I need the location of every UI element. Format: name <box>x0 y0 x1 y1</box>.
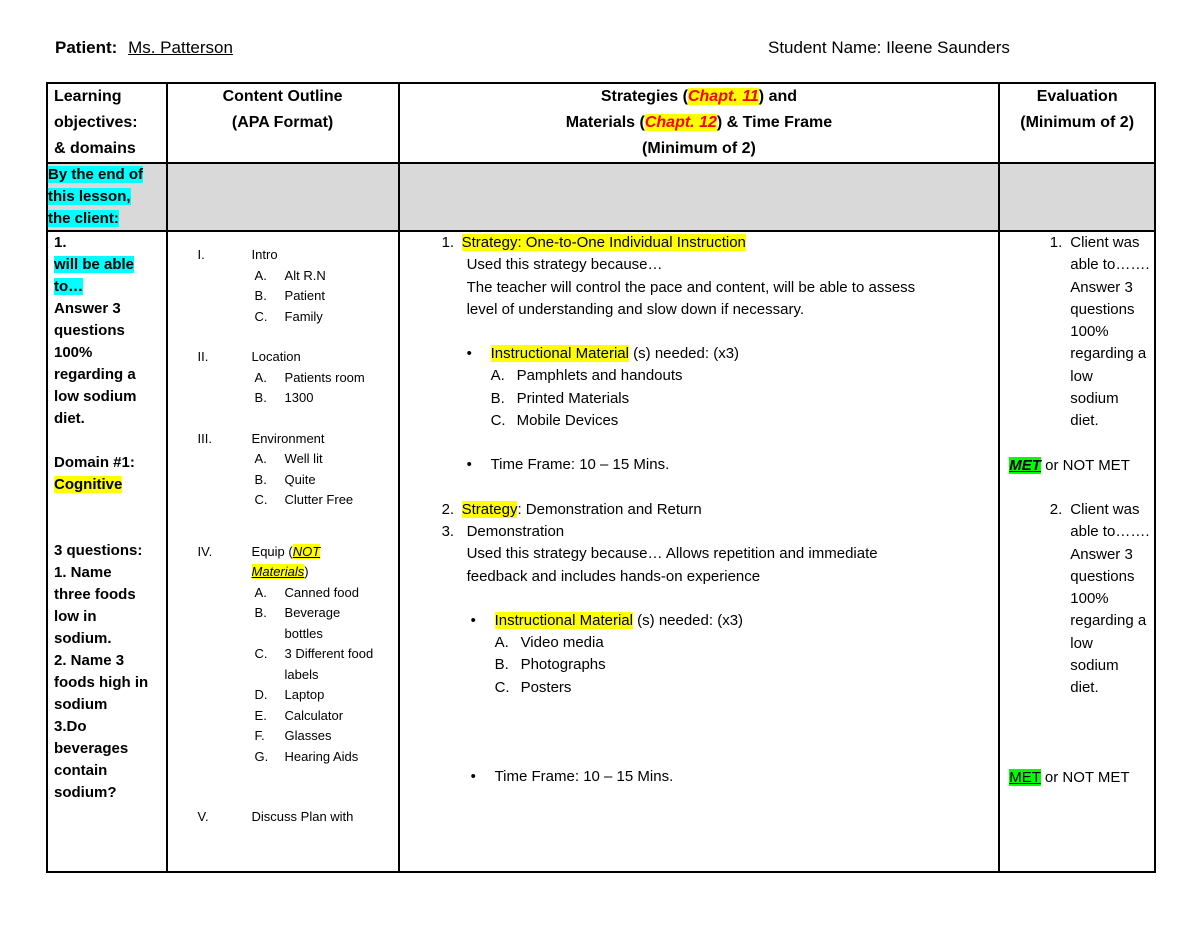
item-letter: A. <box>254 451 267 466</box>
header-evaluation <box>999 83 1155 163</box>
outline-title <box>252 562 309 583</box>
bullet: • <box>470 611 476 629</box>
by-end-cell <box>47 163 167 231</box>
outline-item <box>168 286 398 307</box>
strategy-reason: level of understanding and slow down if necessary. <box>466 300 804 318</box>
evaluation-number: 1. <box>1049 234 1063 251</box>
outline-title-text: ) <box>304 564 309 579</box>
strategy-value: Demonstration <box>466 522 565 540</box>
questions-text: 1. Name <box>54 564 112 581</box>
item-letter <box>255 624 285 645</box>
outline-item <box>168 490 398 511</box>
outline-item <box>168 624 398 645</box>
strategy-value: One-to-One Individual Instruction <box>525 234 746 251</box>
strategy-number: 2. <box>441 500 455 518</box>
objective-text: Answer 3 <box>54 300 121 317</box>
chapter-ref: Chapt. 12 <box>644 114 717 131</box>
outline-item <box>168 266 398 287</box>
material-item <box>400 365 999 387</box>
outline-numeral: I. <box>197 247 205 262</box>
header-text: Content Outline <box>222 88 343 105</box>
header-text: (Minimum of 2) <box>1020 114 1135 131</box>
item-text: Photographs <box>520 656 606 674</box>
not-materials-note: Materials <box>251 564 305 579</box>
evaluation-line: 100% <box>1070 590 1109 608</box>
not-materials-note: NOT <box>292 543 321 559</box>
time-frame-2 <box>400 766 999 788</box>
evaluation-text <box>1070 499 1149 700</box>
item-text: Hearing Aids <box>284 748 359 764</box>
objective-number: 1. <box>54 234 67 251</box>
met-badge: MET <box>1009 768 1041 786</box>
time-frame-1 <box>400 454 999 476</box>
bullet: • <box>470 768 476 786</box>
material-line-1 <box>400 343 999 365</box>
item-text: bottles <box>284 625 323 641</box>
item-text: Patient <box>284 288 326 303</box>
outline-title: Discuss Plan with <box>251 809 354 824</box>
strategy-value: : Demonstration and Return <box>517 500 702 518</box>
questions-text: beverages <box>54 740 129 757</box>
strategy-reason: The teacher will control the pace and content, will be able to assess <box>466 278 916 296</box>
not-met-text: or NOT MET <box>1045 456 1130 474</box>
item-text: Pamphlets and handouts <box>516 367 683 385</box>
outline-title: Environment <box>251 430 325 446</box>
outline-item <box>168 368 398 389</box>
grey-cell <box>399 163 1000 231</box>
material-item <box>400 388 999 410</box>
strategy-highlight <box>462 234 746 251</box>
header-text: Strategies ( <box>600 88 688 105</box>
domain-value-wrap <box>54 474 162 496</box>
content-outline-cell <box>167 231 399 872</box>
item-text: Mobile Devices <box>516 412 619 430</box>
evaluation-cell <box>999 231 1155 872</box>
outline-section-environment <box>168 429 398 450</box>
objectives-cell <box>47 231 167 872</box>
outline-title-text: Equip ( <box>251 543 293 559</box>
patient-name: Ms. Patterson <box>128 38 233 57</box>
evaluation-line: 100% <box>1070 323 1109 341</box>
item-letter: C. <box>254 646 268 661</box>
header-strategies <box>399 83 1000 163</box>
by-end-text: the client: <box>48 210 119 227</box>
outline-item <box>168 665 398 686</box>
outline-section-discuss <box>168 807 398 828</box>
questions-text: three foods <box>54 586 136 603</box>
item-text: Beverage <box>284 605 341 620</box>
outline-item <box>168 726 398 747</box>
outline-item <box>168 470 398 491</box>
questions-text: low in <box>54 608 97 625</box>
subheader-row <box>47 163 1155 231</box>
evaluation-line: Client was <box>1070 234 1140 251</box>
evaluation-line: sodium <box>1070 657 1119 675</box>
material-item <box>400 654 999 676</box>
evaluation-line: Answer 3 <box>1070 545 1133 563</box>
header-learning-objectives <box>47 83 167 163</box>
material-item <box>400 410 999 432</box>
grey-cell <box>167 163 399 231</box>
outline-numeral: III. <box>197 430 212 446</box>
item-letter: B. <box>254 605 267 620</box>
strategy-because: Used this strategy because… Allows repetition and immediate <box>466 545 878 563</box>
header-text <box>400 110 999 136</box>
outline-item <box>168 583 398 604</box>
item-letter: G. <box>254 748 269 764</box>
material-line-2 <box>400 610 999 632</box>
header-text: Evaluation <box>1036 88 1118 105</box>
item-text: Printed Materials <box>516 389 630 407</box>
strategy-1 <box>400 232 999 254</box>
item-text: Laptop <box>284 687 325 702</box>
content-row <box>47 231 1155 872</box>
item-letter: A. <box>254 267 267 283</box>
header-text: (APA Format) <box>231 114 334 131</box>
item-text: 3 Different food <box>284 646 374 661</box>
item-letter: B. <box>254 471 267 487</box>
item-text: Quite <box>284 471 316 487</box>
strategy-number: 1. <box>441 234 455 251</box>
evaluation-line: regarding a <box>1070 345 1147 363</box>
outline-title-continued <box>168 562 398 583</box>
header-text: ) and <box>758 88 798 105</box>
student-name: Student Name: Ileene Saunders <box>768 38 1010 57</box>
questions-text: 3.Do <box>54 718 87 735</box>
patient-label: Patient: <box>55 38 118 57</box>
grey-cell <box>999 163 1155 231</box>
outline-section-location <box>168 347 398 368</box>
by-end-text: this lesson, <box>48 188 131 205</box>
strategy-number: 3. <box>441 522 455 540</box>
material-suffix: (s) needed: (x3) <box>633 345 740 363</box>
evaluation-line: Client was <box>1070 500 1140 518</box>
objective-text: regarding a <box>54 366 136 383</box>
met-status-1 <box>1000 455 1154 477</box>
met-status-2 <box>1000 767 1154 789</box>
questions-text: 2. Name 3 <box>54 652 125 669</box>
patient-header <box>55 38 233 58</box>
outline-item <box>168 644 398 665</box>
outline-title <box>252 542 321 563</box>
outline-numeral: V. <box>197 809 209 824</box>
domain-label: Domain #1: <box>54 454 135 471</box>
evaluation-line: diet. <box>1070 412 1099 430</box>
objective-text: will be able <box>54 256 135 273</box>
item-text: Posters <box>520 678 572 696</box>
evaluation-line: able to……. <box>1070 256 1150 274</box>
strategy-because: feedback and includes hands-on experience <box>466 567 761 585</box>
item-text: Alt R.N <box>284 267 326 283</box>
evaluation-line: Answer 3 <box>1070 278 1133 296</box>
item-text: Clutter Free <box>284 492 354 507</box>
item-letter <box>255 665 285 686</box>
item-letter: C. <box>494 678 510 696</box>
item-letter: C. <box>490 412 506 430</box>
header-text: & domains <box>54 140 136 157</box>
item-letter: A. <box>254 369 267 385</box>
objective-text: to… <box>54 278 84 295</box>
objective-text: questions <box>54 322 125 339</box>
evaluation-line: regarding a <box>1070 612 1147 630</box>
evaluation-line: diet. <box>1070 679 1099 697</box>
evaluation-line: able to……. <box>1070 523 1150 541</box>
outline-item <box>168 307 398 328</box>
outline-numeral: II. <box>197 349 209 364</box>
strategy-because: Used this strategy because… <box>466 256 663 274</box>
table-header-row <box>47 83 1155 163</box>
strategy-2 <box>400 499 999 521</box>
objective-will <box>54 276 162 298</box>
header-content-outline <box>167 83 399 163</box>
material-suffix: (s) needed: (x3) <box>637 611 744 629</box>
evaluation-2 <box>1000 499 1154 700</box>
evaluation-line: questions <box>1070 300 1135 318</box>
outline-section-equip <box>168 542 398 563</box>
material-item <box>400 677 999 699</box>
item-letter: B. <box>254 390 267 405</box>
material-item <box>400 632 999 654</box>
evaluation-line: low <box>1070 634 1093 652</box>
item-text: Well lit <box>284 451 323 466</box>
domain-value: Cognitive <box>54 476 123 493</box>
objective-text: diet. <box>54 410 85 427</box>
item-letter: A. <box>490 367 505 385</box>
strategies-cell <box>399 231 1000 872</box>
item-letter: A. <box>254 584 267 600</box>
lesson-plan-table <box>46 82 1156 873</box>
outline-item <box>168 747 398 768</box>
outline-item <box>168 685 398 706</box>
item-letter: F. <box>254 728 265 743</box>
item-text: Video media <box>520 634 604 652</box>
header-text: (Minimum of 2) <box>642 140 756 157</box>
bullet: • <box>466 345 472 363</box>
by-end-text: By the end of <box>48 166 144 183</box>
questions-text: foods high in <box>54 674 149 691</box>
questions-text: sodium? <box>54 784 117 801</box>
questions-text: sodium <box>54 696 108 713</box>
chapter-ref: Chapt. 11 <box>687 88 759 105</box>
strategy-label: Strategy: <box>461 234 522 251</box>
item-letter: C. <box>254 308 268 324</box>
bullet: • <box>466 456 472 474</box>
outline-item <box>168 603 398 624</box>
strategy-3 <box>400 521 999 543</box>
evaluation-text <box>1070 232 1149 433</box>
outline-item <box>168 706 398 727</box>
outline-item <box>168 449 398 470</box>
item-letter: D. <box>254 687 268 702</box>
questions-text: 3 questions: <box>54 542 143 559</box>
item-text: Patients room <box>284 369 365 385</box>
header-text: objectives: <box>54 114 138 131</box>
item-text: Canned food <box>284 584 359 600</box>
material-label: Instructional Material <box>490 345 629 363</box>
objective-text: 100% <box>54 344 93 361</box>
evaluation-line: questions <box>1070 567 1135 585</box>
header-text <box>400 84 999 110</box>
header-text: ) & Time Frame <box>716 114 833 131</box>
item-letter: A. <box>494 634 509 652</box>
item-text: labels <box>284 666 319 682</box>
time-frame-text: Time Frame: 10 – 15 Mins. <box>494 768 674 786</box>
item-letter: B. <box>494 656 509 674</box>
item-text: Glasses <box>284 728 332 743</box>
evaluation-number: 2. <box>1049 500 1063 518</box>
item-text: 1300 <box>284 390 314 405</box>
item-text: Calculator <box>284 707 344 723</box>
item-letter: E. <box>254 707 267 723</box>
item-text: Family <box>284 308 323 324</box>
material-label: Instructional Material <box>494 611 633 629</box>
outline-item <box>168 388 398 409</box>
not-met-text: or NOT MET <box>1044 768 1130 786</box>
objective-text: low sodium <box>54 388 137 405</box>
item-letter: B. <box>490 389 505 407</box>
evaluation-line: low <box>1070 367 1093 385</box>
strategy-label: Strategy <box>461 500 518 518</box>
outline-numeral: IV. <box>197 543 213 559</box>
objective-will <box>54 254 162 276</box>
header-text: Learning <box>54 88 122 105</box>
questions-text: sodium. <box>54 630 112 647</box>
time-frame-text: Time Frame: 10 – 15 Mins. <box>490 456 670 474</box>
evaluation-line: sodium <box>1070 390 1119 408</box>
outline-section-intro <box>168 245 398 266</box>
evaluation-1 <box>1000 232 1154 433</box>
questions-text: contain <box>54 762 108 779</box>
outline-title: Intro <box>251 247 278 262</box>
met-badge: MET <box>1009 456 1041 474</box>
outline-title: Location <box>251 349 301 364</box>
item-letter: B. <box>254 288 267 303</box>
item-letter: C. <box>254 492 268 507</box>
header-text: Materials ( <box>565 114 645 131</box>
